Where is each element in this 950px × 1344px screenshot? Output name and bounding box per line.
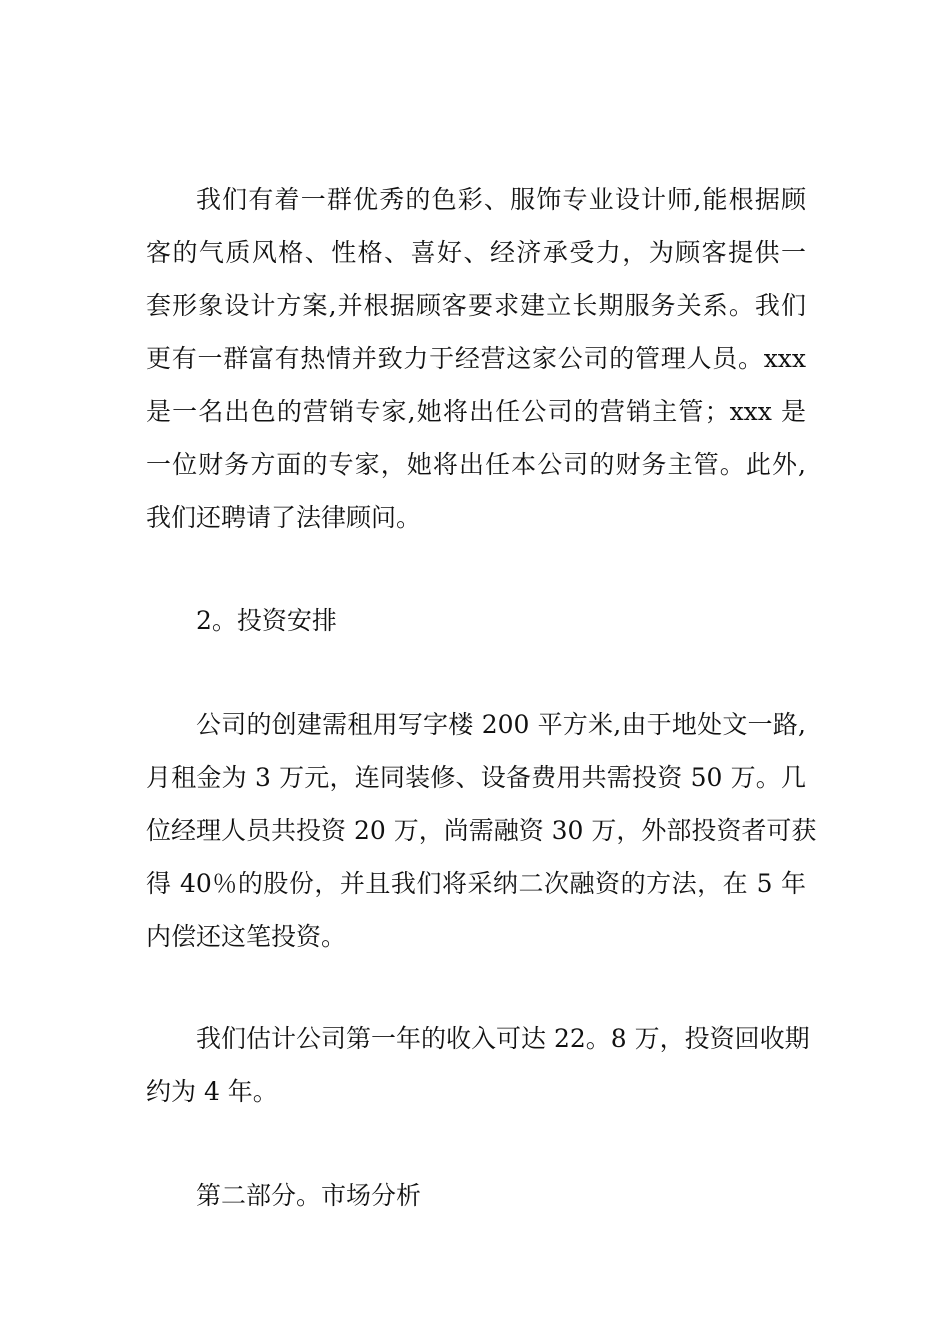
text-line: 更有一群富有热情并致力于经营这家公司的管理人员。xxx <box>146 344 806 373</box>
text-line: 我们估计公司第一年的收入可达 22。8 万，投资回收期 <box>196 1024 810 1053</box>
text-line: 公司的创建需租用写字楼 200 平方米,由于地处文一路, <box>196 710 806 739</box>
text-line: 内偿还这笔投资。 <box>146 922 347 951</box>
text-line: 约为 4 年。 <box>146 1077 278 1106</box>
text-line: 套形象设计方案,并根据顾客要求建立长期服务关系。我们 <box>146 291 806 320</box>
text-line: 是一名出色的营销专家,她将出任公司的营销主管；xxx 是 <box>146 397 806 426</box>
text-line: 客的气质风格、性格、喜好、经济承受力，为顾客提供一 <box>146 238 806 267</box>
text-line: 月租金为 3 万元，连同装修、设备费用共需投资 50 万。几 <box>146 763 806 792</box>
text-line: 得 40％的股份，并且我们将采纳二次融资的方法，在 5 年 <box>146 869 806 898</box>
text-line: 我们还聘请了法律顾问。 <box>146 503 422 532</box>
section-heading-market: 第二部分。市场分析 <box>196 1181 422 1210</box>
text-line: 一位财务方面的专家，她将出任本公司的财务主管。此外, <box>146 450 806 479</box>
text-line: 我们有着一群优秀的色彩、服饰专业设计师,能根据顾 <box>196 185 806 214</box>
text-line: 位经理人员共投资 20 万，尚需融资 30 万，外部投资者可获 <box>146 816 817 845</box>
section-heading-investment: 2。投资安排 <box>196 606 337 635</box>
